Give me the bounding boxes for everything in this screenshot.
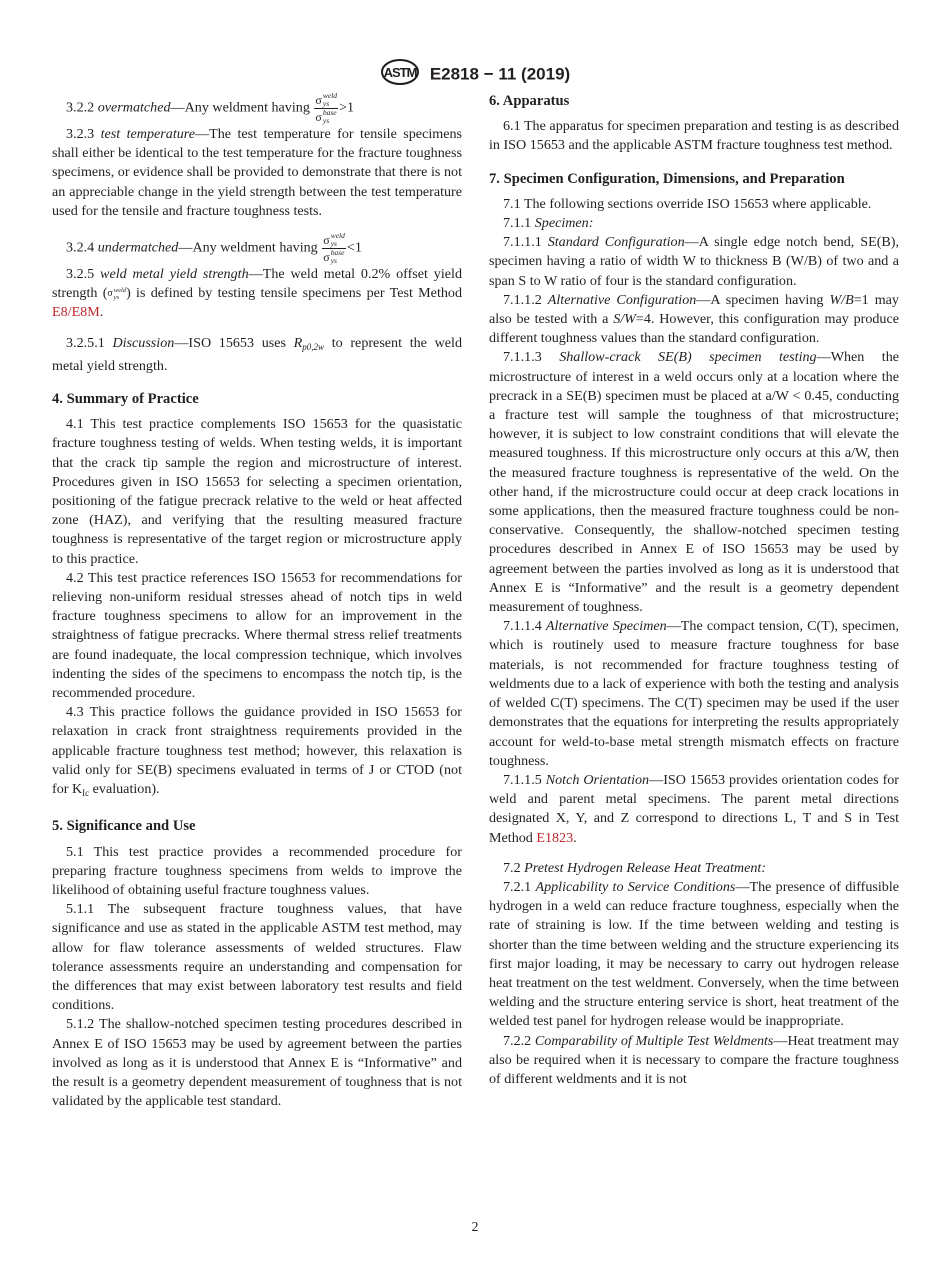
italic-term: Comparability of Multiple Test Weldments: [534, 1032, 774, 1049]
italic-term: Shallow-crack SE(B) specimen testing: [559, 349, 817, 366]
sigma-subscript: ys: [322, 116, 330, 125]
text-run: =1 may also be tested with a: [489, 291, 899, 328]
text-run: —The weld metal 0.2% offset yield strength (: [52, 266, 462, 302]
astm-logo-icon: [380, 58, 420, 91]
text-run: —The presence of diffusible hydrogen in a weld can reduce fracture toughness, especially when the rate of straining is low. If the time between welding and testing is shorter than the time between welding and the structure experiencing its first major loading, it may be necessary to carry out hydrogen release heat treatment on the test weldment. Conversely, when the time between welding and the structure entering service is short, heat treatment of the welded test panel for hydrogen release would be inappropriate.: [489, 878, 900, 1030]
italic-term: overmatched: [97, 99, 171, 116]
standard-reference-link[interactable]: E8/E8M: [52, 304, 100, 321]
text-run: evaluation).: [89, 781, 160, 798]
sigma-superscript: weld: [322, 91, 338, 100]
text-run: 3.2.3: [66, 126, 101, 142]
sigma-scripts: [323, 92, 337, 108]
text-run: to represent the weld metal yield strength.: [52, 334, 462, 374]
paragraph: [489, 617, 899, 771]
italic-term: R: [293, 334, 303, 351]
left-column: [52, 92, 462, 1111]
sigma-scripts: [331, 232, 345, 248]
sigma-subscript: ys: [113, 293, 120, 301]
text-run: 7.1.1.2: [503, 291, 548, 308]
svg-text:ASTM: ASTM: [383, 65, 417, 80]
text-run: 7.1.1.3: [503, 349, 560, 366]
strength-ratio-formula: [322, 232, 346, 265]
paragraph: [489, 771, 899, 848]
italic-term: Discussion: [112, 334, 175, 351]
text-run: 5.1 This test practice provides a recommended procedure for preparing fracture toughness specimens from welds to improve the likelihood of obtaining useful fracture toughness values.: [52, 843, 462, 898]
sigma-base: σ: [323, 250, 330, 265]
sigma-symbol: [322, 232, 346, 248]
paragraph: [52, 125, 462, 221]
italic-term: test temperature: [100, 126, 195, 142]
text-run: >1: [339, 99, 355, 116]
italic-term: W/B: [829, 291, 854, 308]
sigma-superscript: base: [330, 248, 345, 258]
paragraph: [489, 859, 899, 878]
italic-term: weld metal yield strength: [100, 266, 249, 283]
text-run: —Any weldment having: [178, 239, 322, 256]
italic-term: Alternative Specimen: [545, 618, 667, 635]
sigma-superscript: base: [322, 108, 337, 117]
text-run: —The test temperature for tensile specimens shall either be identical to the test temperature for the fracture toughness specimens, or evidence shall be provided to demonstrate that there is not an appreciable change in the yield strength between the test temperature used for the tensile and fracture toughness tests.: [52, 126, 462, 219]
sigma-scripts: [331, 249, 345, 265]
text-run: —ISO 15653 provides orientation codes for weld and parent metal specimens. The parent metal directions designated X, Y, and Z correspond to directions L, T and S in Test Method: [489, 771, 899, 846]
sigma-scripts: [323, 109, 337, 125]
standard-designation: E2818 − 11 (2019): [429, 64, 571, 84]
standard-reference-link[interactable]: E1823: [536, 829, 574, 846]
sigma-superscript: weld: [330, 231, 345, 241]
italic-term: Notch Orientation: [545, 771, 650, 788]
text-run: 7.1.1.4: [503, 618, 546, 635]
paragraph: [52, 232, 462, 265]
text-run: .: [99, 304, 104, 321]
sigma-base: σ: [315, 93, 322, 107]
paragraph: [52, 703, 462, 803]
page-header: [0, 58, 950, 91]
subscript: Ic: [82, 788, 90, 799]
text-run: 3.2.5.1: [66, 334, 113, 351]
sigma-base: σ: [315, 110, 322, 124]
paragraph: [52, 92, 462, 125]
italic-term: Standard Configuration: [547, 234, 685, 251]
text-run: 6.1 The apparatus for specimen preparation and testing is as described in ISO 15653 and the applicable ASTM fracture toughness test method.: [489, 118, 899, 154]
italic-term: Specimen:: [534, 215, 594, 232]
text-run: —The compact tension, C(T), specimen, which is routinely used to measure fracture toughness for base materials, is not recommended for fracture toughness testing of weldments due to a lack of experience with both the testing and analysis of welded C(T) specimens. The C(T) specimen may be used if the user demonstrates that the equations for interpreting the results appropriately account for weld-to-base metal strength mismatch effects on fracture toughness.: [489, 618, 899, 769]
italic-term: S/W: [613, 311, 636, 328]
right-column: [489, 92, 899, 1089]
text-run: <1: [346, 239, 362, 256]
text-run: .: [573, 829, 577, 846]
sigma-symbol: [107, 287, 126, 301]
paragraph: [52, 569, 462, 703]
section-heading: 7. Specimen Configuration, Dimensions, and Preparation: [489, 170, 845, 187]
sigma-subscript: ys: [330, 256, 337, 266]
text-run: 4.3 This practice follows the guidance provided in ISO 15653 for relaxation in crack front straightness requirements provided in the applicable fracture toughness test method; however, this relaxation is valid only for SE(B) specimens evaluated in terms of J or CTOD (not for K: [52, 704, 462, 798]
italic-term: Applicability to Service Conditions: [535, 878, 736, 895]
paragraph: [52, 265, 462, 323]
text-run: 3.2.2: [66, 99, 98, 116]
sigma-symbol: [322, 248, 346, 265]
text-run: —Heat treatment may also be required when it is necessary to compare the fracture toughness of different weldments and it is not: [489, 1032, 899, 1087]
section-heading: 4. Summary of Practice: [52, 391, 199, 408]
section-heading: 6. Apparatus: [489, 93, 570, 109]
text-run: 5.1.2 The shallow-notched specimen testing procedures described in Annex E of ISO 15653 may be used by agreement between the parties involved as long as it is understood that Annex E is “Informative” and the result is a geometry dependent measurement of toughness that is not validated by the applicable test standard.: [52, 1016, 462, 1110]
text-run: 7.2.1: [503, 878, 536, 895]
sigma-subscript: ys: [322, 99, 330, 108]
text-run: —ISO 15653 uses: [174, 334, 294, 351]
text-run: 3.2.5: [66, 266, 101, 283]
text-run: 7.2.2: [503, 1032, 535, 1049]
italic-term: Pretest Hydrogen Release Heat Treatment:: [524, 859, 767, 876]
text-run: 7.2: [503, 859, 525, 876]
sigma-base: σ: [107, 287, 113, 299]
paragraph: [52, 415, 462, 569]
sigma-symbol: [314, 108, 338, 125]
italic-term: Alternative Configuration: [547, 291, 697, 308]
paragraph: [489, 214, 899, 233]
text-run: 4.1 This test practice complements ISO 15653 for the quasistatic fracture toughness testing of welds. When testing welds, it is important that the crack tip sample the region and microstructure of interest. Procedures given in ISO 15653 for selecting a specimen orientation, positioning of the fatigue precrack relative to the weld or heat affected zone (HAZ), and verifying that the resulting measured fracture toughness is representative of the target region or microstructure apply to this practice.: [52, 416, 462, 567]
text-run: =4. However, this configuration may produce different toughness values than the standard configuration.: [489, 311, 899, 347]
sigma-superscript: weld: [113, 286, 127, 294]
paragraph: [52, 334, 462, 376]
text-run: 7.1 The following sections override ISO 15653 where applicable.: [503, 195, 872, 212]
paragraph: [52, 1015, 462, 1111]
paragraph: [489, 348, 899, 617]
strength-ratio-formula: [314, 92, 338, 125]
text-run: 5.1.1 The subsequent fracture toughness values, that have significance and use as stated in the applicable ASTM test method, may allow for flaw tolerance assessments of welded structures. Flaw tolerance assessments require an understanding and compensation for the differences that may exist between laboratory test results and field conditions.: [52, 901, 462, 1014]
paragraph: [489, 878, 899, 1032]
paragraph: [489, 1032, 899, 1090]
text-run: 7.1.1.1: [503, 234, 548, 251]
text-run: —When the microstructure of interest in a weld occurs only at a location where the precrack in a SE(B) specimen must be placed at a/W < 0.45, conducting a fracture test will sample the toughness of that microstructure; however, it is subject to low constraint conditions that will elevate the measured toughness. If this microstructure only occurs at this a/W, then the measured fracture toughness is representative of the weld. On the other hand, if the microstructure could occur at deep crack locations in some applications, then the measured fracture toughness could be non-conservative. Consequently, the shallow-notched specimen testing procedures described in Annex E of ISO 15653 may be used by agreement between the parties involved as long as it is understood that Annex E is “Informative” and the result is a geometry dependent measurement of toughness.: [489, 349, 899, 616]
text-run: —Any weldment having: [170, 99, 314, 116]
paragraph: [489, 195, 899, 214]
text-run: —A specimen having: [696, 291, 830, 308]
section-heading: 5. Significance and Use: [52, 818, 196, 835]
sigma-subscript: ys: [330, 239, 337, 249]
subscript: p0,2w: [302, 341, 325, 352]
text-run: 3.2.4: [66, 239, 98, 256]
sigma-scripts: [114, 287, 126, 301]
paragraph: [52, 900, 462, 1015]
text-run: 7.1.1.5: [503, 771, 546, 788]
text-run: 7.1.1: [503, 215, 535, 232]
paragraph: [489, 117, 899, 155]
sigma-symbol: [314, 92, 338, 108]
text-run: 4.2 This test practice references ISO 15653 for recommendations for relieving non-uniform residual stresses ahead of notch tips in weld fracture toughness specimens to allow for an improvement in the straightness of fatigue precracks. Where thermal stress relief treatments are found inadequate, the local compression technique, which involves indenting the sides of the specimens to encompass the notch tip, is the recommended procedure.: [52, 569, 462, 702]
text-run: —A single edge notch bend, SE(B), specimen having a ratio of width W to thickness B (W/B) of two and a span S to W ratio of four is the standard configuration.: [489, 234, 900, 289]
italic-term: undermatched: [97, 239, 179, 256]
paragraph: [52, 843, 462, 901]
sigma-base: σ: [323, 233, 330, 248]
page-number: 2: [471, 1220, 479, 1235]
paragraph: [489, 233, 899, 291]
text-run: ) is defined by testing tensile specimens per Test Method: [126, 285, 462, 302]
paragraph: [489, 291, 899, 349]
